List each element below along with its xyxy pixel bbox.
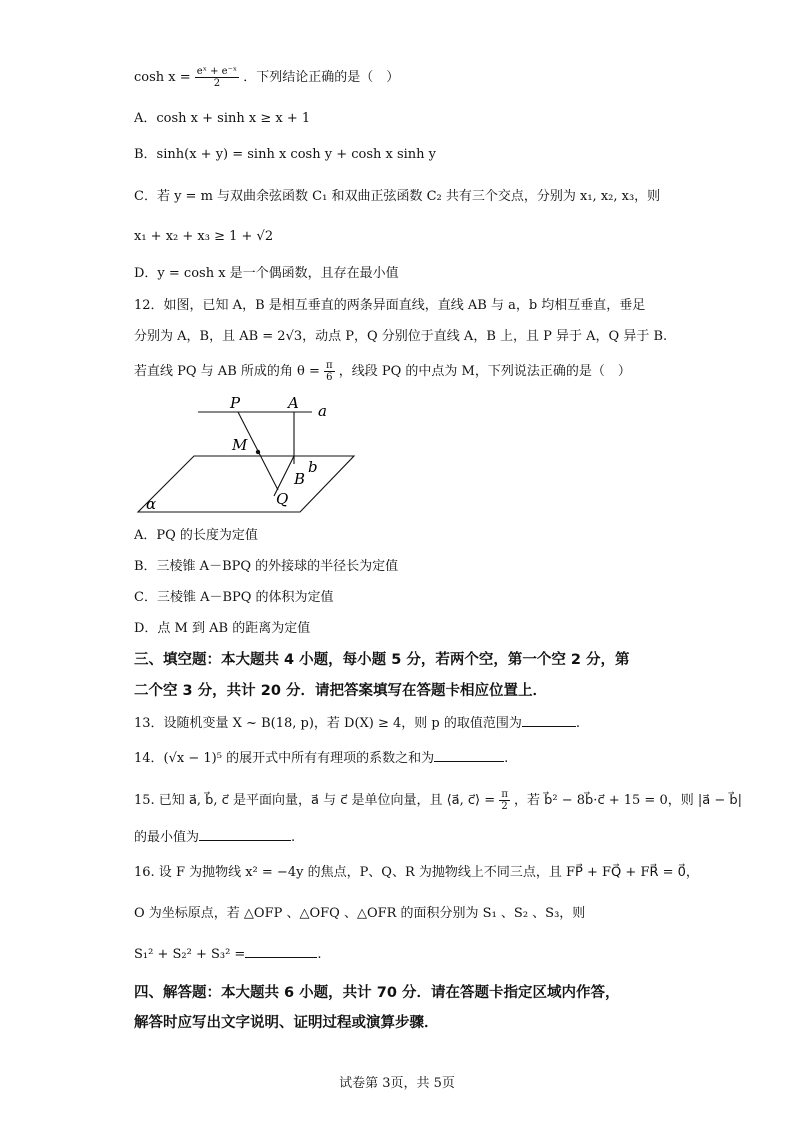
q16-line3-text: S₁² + S₂² + S₃² = [134, 947, 246, 962]
q12-figure [134, 392, 374, 522]
q16-line1: 16. 设 F 为抛物线 x² = −4y 的焦点，P、Q、R 为抛物线上不同三点，且 FP⃗ + FQ⃗ + FR⃗ = 0⃗， [134, 865, 699, 880]
q15-fraction [499, 789, 510, 812]
q15-fraction-denominator: 2 [501, 801, 508, 812]
q13-line [134, 714, 580, 733]
q12-stem-line1: 12．如图，已知 A，B 是相互垂直的两条异面直线，直线 AB 与 a，b 均相互垂直，垂足 [134, 298, 646, 313]
q11-definition-line [134, 66, 399, 89]
q11-option-b: B．sinh(x + y) = sinh x cosh y + cosh x sinh y [134, 147, 437, 162]
label-line-b: b [308, 458, 318, 476]
q11-option-c-line1: C．若 y = m 与双曲余弦函数 C₁ 和双曲正弦函数 C₂ 共有三个交点，分别为 x₁, x₂, x₃，则 [134, 189, 661, 204]
cosh-def-numerator: eˣ + e⁻ˣ [196, 66, 238, 77]
q14-end: . [504, 751, 509, 766]
page-footer: 试卷第 3页，共 5页 [339, 1076, 455, 1091]
q14-answer-blank [434, 749, 504, 762]
midpoint-m-dot [256, 450, 260, 454]
q15-answer-blank [199, 828, 291, 841]
section4-heading-line1: 四、解答题：本大题共 6 小题，共计 70 分．请在答题卡指定区域内作答， [134, 985, 620, 1001]
q12-stem-line3 [134, 360, 631, 383]
q16-answer-blank [245, 945, 317, 958]
q15-part2: ，若 b⃗² − 8b⃗·c⃗ + 15 = 0，则 |a⃗ − b⃗| [514, 793, 742, 808]
q12-stem-line2: 分别为 A，B，且 AB = 2√3，动点 P，Q 分别位于直线 A，B 上，且 P 异于 A，Q 异于 B. [134, 329, 668, 344]
q15-fraction-numerator: π [501, 789, 508, 800]
q12-stem-line3b: ，线段 PQ 的中点为 M，下列说法正确的是（ ） [338, 364, 631, 379]
q13-end: . [575, 716, 581, 731]
q12-option-a: A．PQ 的长度为定值 [134, 528, 258, 543]
label-q: Q [276, 490, 289, 508]
q11-prompt: ．下列结论正确的是（ ） [243, 70, 400, 85]
q16-end: . [317, 947, 322, 962]
q11-option-c-line2: x₁ + x₂ + x₃ ≥ 1 + √2 [134, 229, 274, 244]
q16-line3 [134, 945, 321, 964]
q11-option-a: A．cosh x + sinh x ≥ x + 1 [134, 111, 311, 126]
theta-fraction [324, 360, 335, 383]
q15-line2-text: 的最小值为 [134, 830, 200, 845]
q15-line1 [134, 789, 742, 812]
q15-line2 [134, 828, 295, 847]
q13-text: 13．设随机变量 X ~ B(18, p)，若 D(X) ≥ 4，则 p 的取值范围为 [134, 716, 522, 731]
theta-denominator: 6 [326, 372, 333, 383]
cosh-def-fraction [195, 66, 239, 89]
q16-line2: O 为坐标原点，若 △OFP 、△OFQ 、△OFR 的面积分别为 S₁ 、S₂ 、S₃，则 [134, 906, 586, 921]
label-line-a: a [318, 402, 327, 420]
label-alpha: α [146, 495, 157, 513]
section4-heading-line2: 解答时应写出文字说明、证明过程或演算步骤． [134, 1015, 439, 1031]
cosh-def-lhs: cosh x = [134, 70, 191, 85]
q12-option-c: C．三棱锥 A－BPQ 的体积为定值 [134, 590, 334, 605]
q14-text: 14．(√x − 1)⁵ 的展开式中所有有理项的系数之和为 [134, 751, 435, 766]
label-a: A [288, 394, 299, 412]
section3-heading-line2: 二个空 3 分，共计 20 分．请把答案填写在答题卡相应位置上． [134, 683, 547, 699]
q11-option-d: D．y = cosh x 是一个偶函数，且存在最小值 [134, 266, 399, 281]
q12-stem-line3a: 若直线 PQ 与 AB 所成的角 θ = [134, 364, 320, 379]
label-b: B [294, 470, 306, 488]
plane-alpha [138, 456, 354, 512]
cosh-def-denominator: 2 [213, 78, 221, 89]
label-m: M [232, 436, 248, 454]
q13-answer-blank [522, 714, 576, 727]
q12-option-d: D．点 M 到 AB 的距离为定值 [134, 621, 311, 636]
q14-line [134, 749, 508, 768]
q12-option-b: B．三棱锥 A－BPQ 的外接球的半径长为定值 [134, 559, 399, 574]
q15-part1: 15. 已知 a⃗, b⃗, c⃗ 是平面向量，a⃗ 与 c⃗ 是单位向量，且 ⟨a⃗, c⃗⟩ = [134, 793, 496, 808]
theta-numerator: π [326, 360, 333, 371]
label-p: P [230, 394, 241, 412]
q15-end: . [291, 830, 296, 845]
section3-heading-line1: 三、填空题：本大题共 4 小题，每小题 5 分，若两个空，第一个空 2 分，第 [134, 652, 630, 668]
